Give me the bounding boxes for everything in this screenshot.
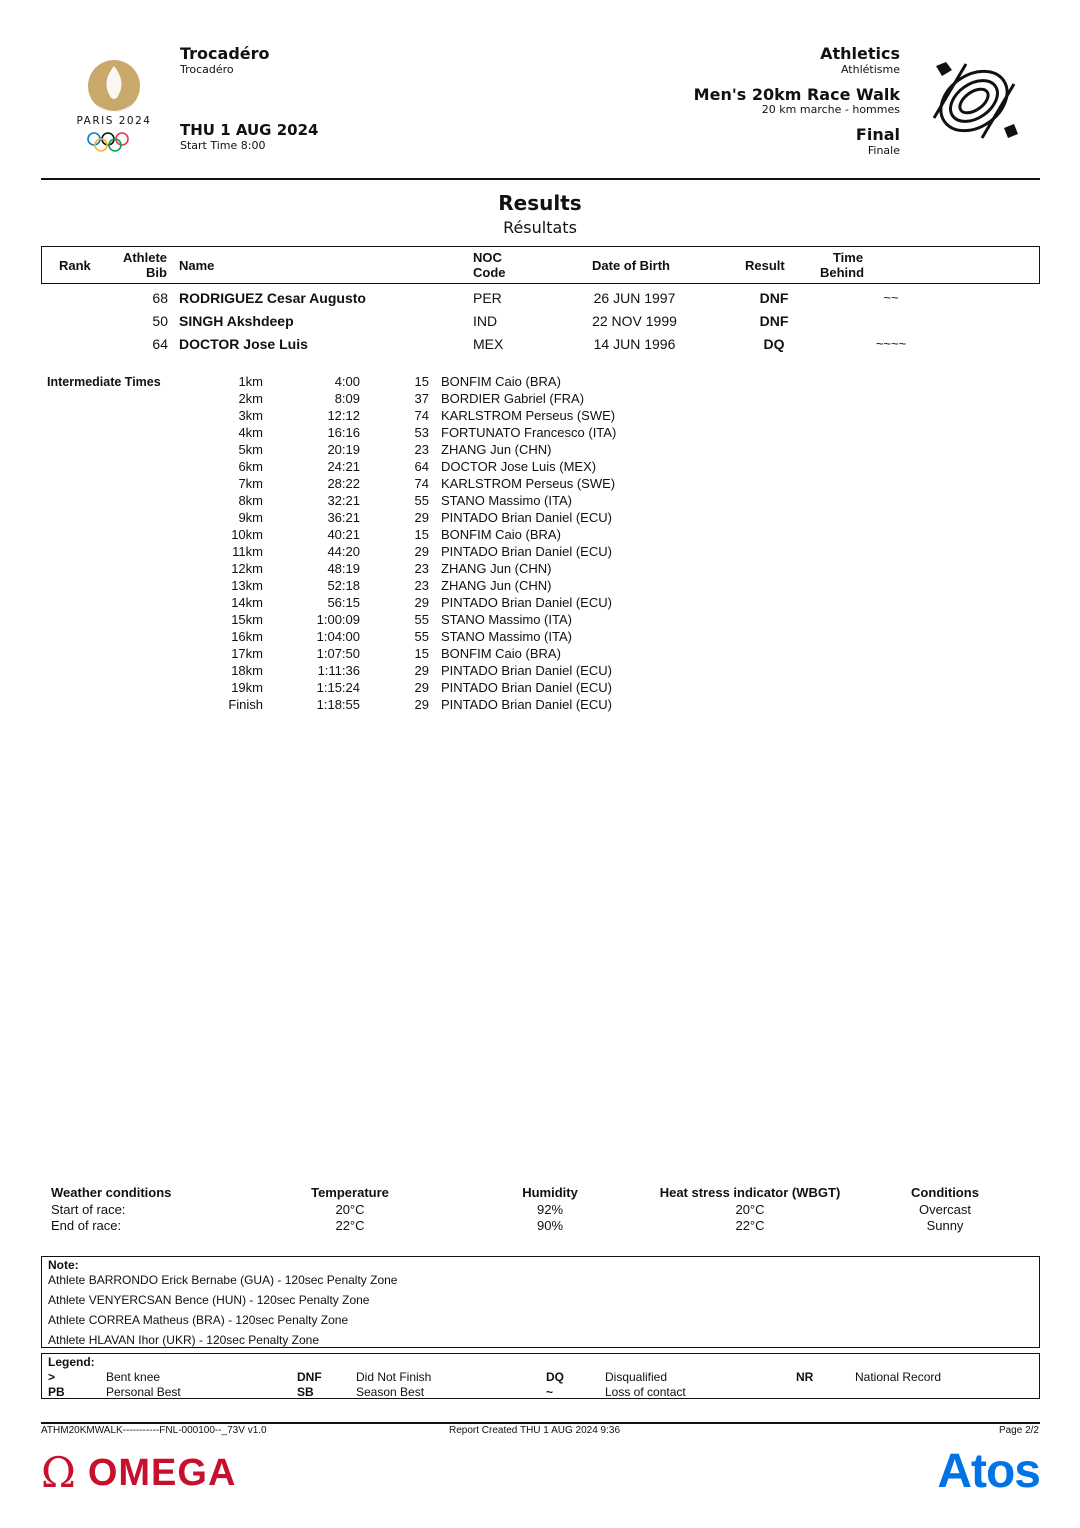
leader-bib: 23 [414, 578, 429, 593]
split-distance: 1km [238, 374, 263, 389]
split-distance: 4km [238, 425, 263, 440]
legend-abbr: ~ [546, 1385, 554, 1399]
intermediate-row [0, 646, 700, 663]
leader-name: STANO Massimo (ITA) [441, 612, 572, 627]
leader-bib: 23 [414, 561, 429, 576]
date-of-birth: 14 JUN 1996 [593, 336, 676, 352]
leader-bib: 23 [414, 442, 429, 457]
legend-desc: Season Best [356, 1385, 425, 1399]
event-date: THU 1 AUG 2024 [180, 121, 319, 139]
time-behind-marks: ~~ [883, 290, 899, 305]
leader-bib: 29 [414, 680, 429, 695]
note-box [41, 1256, 1040, 1348]
split-time: 8:09 [334, 391, 360, 406]
omega-wordmark: OMEGA [87, 1452, 237, 1494]
intermediate-row [0, 561, 700, 578]
weather-row-label: End of race: [51, 1218, 122, 1233]
split-time: 1:07:50 [316, 646, 360, 661]
leader-bib: 29 [414, 663, 429, 678]
results-title: Results [498, 191, 582, 215]
legend-abbr: DNF [297, 1370, 322, 1384]
legend-abbr: > [48, 1370, 56, 1384]
temperature-value: 20°C [335, 1202, 365, 1217]
leader-name: STANO Massimo (ITA) [441, 493, 572, 508]
split-time: 4:00 [334, 374, 360, 389]
wbgt-heading: Heat stress indicator (WBGT) [659, 1185, 841, 1200]
athlete-name: SINGH Akshdeep [179, 313, 294, 329]
leader-bib: 29 [414, 544, 429, 559]
col-noc: NOC [473, 250, 502, 265]
legend-abbr: PB [48, 1385, 65, 1399]
conditions-value: Overcast [918, 1202, 971, 1217]
split-time: 28:22 [327, 476, 360, 491]
leader-name: PINTADO Brian Daniel (ECU) [441, 510, 612, 525]
legend-desc: Loss of contact [605, 1385, 686, 1399]
header-divider [41, 178, 1040, 180]
legend-abbr: DQ [546, 1370, 564, 1384]
intermediate-row [0, 595, 700, 612]
event-subtitle: 20 km marche - hommes [761, 103, 900, 116]
atos-logo: Atos [937, 1445, 1040, 1498]
col-dob: Date of Birth [592, 258, 670, 273]
intermediate-row [0, 578, 700, 595]
leader-name: ZHANG Jun (CHN) [441, 578, 552, 593]
leader-name: BORDIER Gabriel (FRA) [441, 391, 585, 406]
intermediate-row [0, 629, 700, 646]
split-distance: 19km [231, 680, 263, 695]
sport-title: Athletics [820, 44, 900, 63]
paris-flame-icon [66, 56, 162, 156]
leader-name: BONFIM Caio (BRA) [441, 646, 561, 661]
split-distance: 12km [231, 561, 263, 576]
omega-symbol-icon: Ω [41, 1448, 76, 1497]
weather-heading: Weather conditions [51, 1185, 172, 1200]
athlete-name: DOCTOR Jose Luis [179, 336, 308, 352]
intermediate-row [0, 663, 700, 680]
split-time: 1:18:55 [316, 697, 360, 712]
athlete-bib: 68 [152, 290, 168, 306]
leader-bib: 37 [414, 391, 429, 406]
intermediate-row [0, 391, 700, 408]
temperature-heading: Temperature [311, 1185, 389, 1200]
start-time: Start Time 8:00 [180, 139, 266, 152]
col-bib: Bib [146, 265, 167, 280]
split-time: 52:18 [327, 578, 360, 593]
results-table-header [41, 246, 1040, 284]
footer-divider [41, 1422, 1040, 1424]
split-distance: 6km [238, 459, 263, 474]
split-distance: 7km [238, 476, 263, 491]
paris-2024-logo [66, 56, 162, 156]
event-title: Men's 20km Race Walk [693, 85, 900, 104]
legend-desc: Disqualified [605, 1370, 668, 1384]
split-time: 20:19 [327, 442, 360, 457]
intermediate-row [0, 510, 700, 527]
split-distance: 14km [231, 595, 263, 610]
split-distance: 15km [231, 612, 263, 627]
split-time: 44:20 [327, 544, 360, 559]
legend-desc: Did Not Finish [356, 1370, 432, 1384]
intermediate-row [0, 544, 700, 561]
col-code: Code [473, 265, 506, 280]
temperature-value: 22°C [335, 1218, 365, 1233]
wbgt-value: 22°C [735, 1218, 765, 1233]
split-distance: 5km [238, 442, 263, 457]
col-result: Result [745, 258, 785, 273]
leader-bib: 74 [414, 476, 429, 491]
col-rank: Rank [59, 258, 91, 273]
split-time: 1:15:24 [316, 680, 360, 695]
athletics-pictogram-icon [926, 58, 1022, 144]
athlete-bib: 50 [152, 313, 168, 329]
leader-bib: 15 [414, 527, 429, 542]
legend-desc: Bent knee [106, 1370, 161, 1384]
intermediate-row [0, 493, 700, 510]
note-line: Athlete CORREA Matheus (BRA) - 120sec Penalty Zone [48, 1313, 349, 1327]
venue-subtitle: Trocadéro [180, 63, 234, 76]
intermediate-row [0, 374, 700, 391]
intermediate-row [0, 680, 700, 697]
col-name: Name [179, 258, 215, 273]
athlete-name: RODRIGUEZ Cesar Augusto [179, 290, 366, 306]
table-row [41, 336, 1040, 356]
split-distance: 16km [231, 629, 263, 644]
intermediate-row [0, 476, 700, 493]
intermediate-row [0, 408, 700, 425]
split-time: 16:16 [327, 425, 360, 440]
conditions-heading: Conditions [911, 1185, 979, 1200]
page-number: Page 2/2 [998, 1425, 1039, 1436]
leader-bib: 55 [414, 612, 429, 627]
leader-name: BONFIM Caio (BRA) [441, 527, 561, 542]
split-time: 12:12 [327, 408, 360, 423]
report-created: Report Created THU 1 AUG 2024 9:36 [449, 1425, 621, 1436]
note-line: Athlete VENYERCSAN Bence (HUN) - 120sec Penalty Zone [48, 1293, 370, 1307]
split-time: 1:11:36 [317, 663, 360, 678]
leader-name: PINTADO Brian Daniel (ECU) [441, 663, 612, 678]
table-row [41, 290, 1040, 310]
intermediate-times-label: Intermediate Times [47, 375, 161, 389]
noc-code: MEX [473, 336, 504, 352]
result-value: DNF [759, 290, 789, 306]
venue-title: Trocadéro [180, 44, 270, 63]
leader-bib: 74 [414, 408, 429, 423]
leader-name: FORTUNATO Francesco (ITA) [441, 425, 617, 440]
conditions-value: Sunny [926, 1218, 964, 1233]
split-distance: 2km [238, 391, 263, 406]
leader-name: KARLSTROM Perseus (SWE) [441, 408, 616, 423]
legend-box [41, 1353, 1040, 1399]
split-time: 40:21 [327, 527, 360, 542]
leader-bib: 55 [414, 493, 429, 508]
legend-desc: Personal Best [106, 1385, 181, 1399]
split-distance: Finish [228, 697, 263, 712]
noc-code: IND [473, 313, 498, 329]
leader-name: PINTADO Brian Daniel (ECU) [441, 697, 612, 712]
legend-abbr: SB [297, 1385, 314, 1399]
time-behind-marks: ~~~~ [875, 336, 907, 351]
wbgt-value: 20°C [735, 1202, 765, 1217]
leader-name: DOCTOR Jose Luis (MEX) [441, 459, 597, 474]
leader-name: PINTADO Brian Daniel (ECU) [441, 544, 612, 559]
table-row [41, 313, 1040, 333]
leader-bib: 53 [414, 425, 429, 440]
leader-name: KARLSTROM Perseus (SWE) [441, 476, 616, 491]
logo-text: PARIS 2024 [76, 115, 152, 127]
split-time: 32:21 [327, 493, 360, 508]
split-distance: 17km [231, 646, 263, 661]
date-of-birth: 22 NOV 1999 [592, 313, 677, 329]
leader-name: PINTADO Brian Daniel (ECU) [441, 680, 612, 695]
intermediate-row [0, 459, 700, 476]
split-time: 1:00:09 [316, 612, 360, 627]
legend-abbr: NR [796, 1370, 814, 1384]
weather-row-label: Start of race: [51, 1202, 126, 1217]
leader-bib: 55 [414, 629, 429, 644]
split-time: 24:21 [327, 459, 360, 474]
col-athlete: Athlete [122, 250, 167, 265]
split-time: 48:19 [327, 561, 360, 576]
results-subtitle: Résultats [503, 218, 577, 237]
omega-logo [41, 1450, 236, 1496]
intermediate-row [0, 527, 700, 544]
leader-bib: 29 [414, 595, 429, 610]
intermediate-row [0, 697, 700, 714]
split-distance: 9km [238, 510, 263, 525]
humidity-value: 90% [536, 1218, 564, 1233]
legend-heading: Legend: [48, 1355, 95, 1369]
leader-name: PINTADO Brian Daniel (ECU) [441, 595, 612, 610]
split-time: 1:04:00 [316, 629, 360, 644]
intermediate-row [0, 442, 700, 459]
split-distance: 13km [231, 578, 263, 593]
split-time: 36:21 [327, 510, 360, 525]
split-distance: 11km [232, 544, 263, 559]
phase-title: Final [855, 125, 900, 144]
intermediate-row [0, 425, 700, 442]
col-behind: Behind [819, 265, 865, 280]
date-of-birth: 26 JUN 1997 [593, 290, 676, 306]
leader-bib: 29 [414, 510, 429, 525]
split-distance: 10km [231, 527, 263, 542]
split-distance: 18km [231, 663, 263, 678]
leader-name: STANO Massimo (ITA) [441, 629, 572, 644]
humidity-heading: Humidity [522, 1185, 578, 1200]
leader-name: ZHANG Jun (CHN) [441, 442, 552, 457]
split-distance: 8km [238, 493, 263, 508]
intermediate-row [0, 612, 700, 629]
legend-desc: National Record [855, 1370, 942, 1384]
leader-bib: 29 [414, 697, 429, 712]
leader-bib: 15 [414, 646, 429, 661]
note-heading: Note: [48, 1258, 79, 1272]
leader-bib: 64 [414, 459, 429, 474]
noc-code: PER [473, 290, 502, 306]
result-value: DQ [763, 336, 785, 352]
result-value: DNF [759, 313, 789, 329]
sport-subtitle: Athlétisme [840, 63, 900, 76]
phase-subtitle: Finale [867, 144, 900, 157]
split-time: 56:15 [327, 595, 360, 610]
split-distance: 3km [238, 408, 263, 423]
athlete-bib: 64 [152, 336, 168, 352]
note-line: Athlete HLAVAN Ihor (UKR) - 120sec Penalty Zone [48, 1333, 320, 1347]
humidity-value: 92% [536, 1202, 564, 1217]
leader-name: ZHANG Jun (CHN) [441, 561, 552, 576]
leader-bib: 15 [414, 374, 429, 389]
leader-name: BONFIM Caio (BRA) [441, 374, 561, 389]
document-code: ATHM20KMWALK-----------FNL-000100--_73V v1.0 [41, 1425, 267, 1436]
col-time: Time [832, 250, 864, 265]
note-line: Athlete BARRONDO Erick Bernabe (GUA) - 120sec Penalty Zone [48, 1273, 398, 1287]
